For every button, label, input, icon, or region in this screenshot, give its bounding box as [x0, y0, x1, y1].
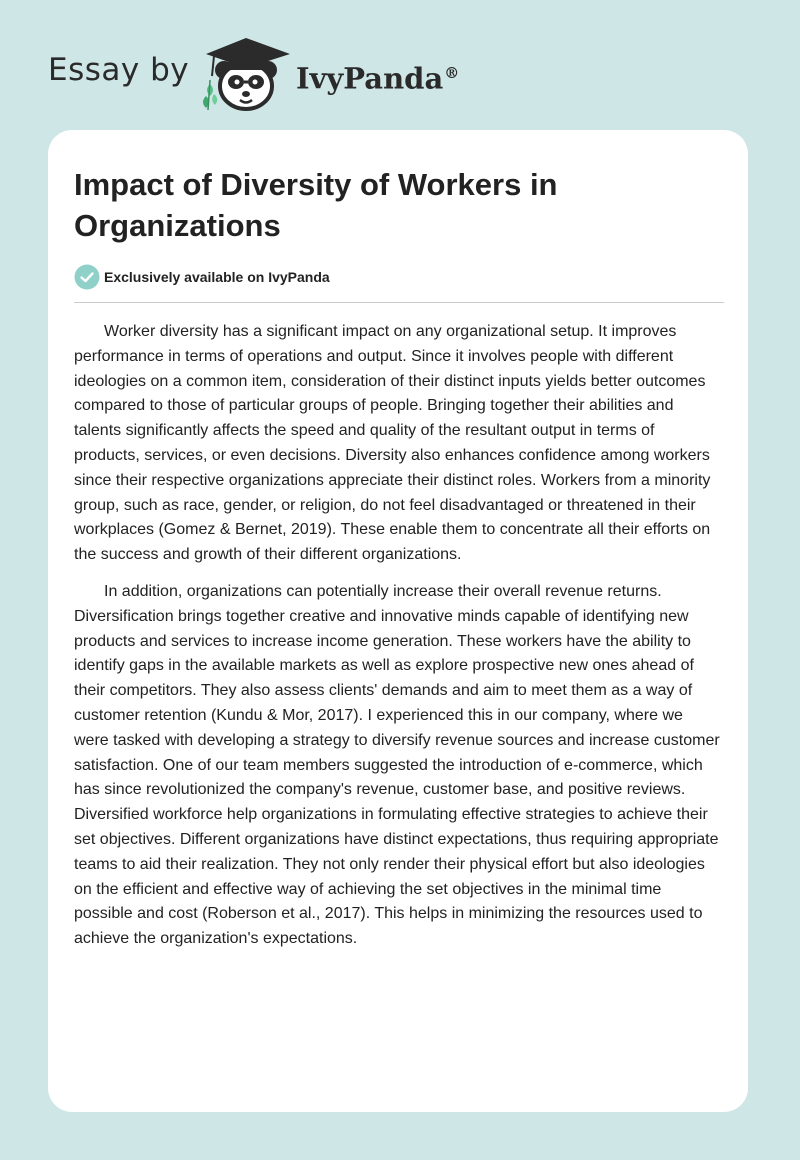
essay-paragraph: In addition, organizations can potentially increase their overall revenue returns. Diversification brings together creative and innovative minds capable of identifying new products and services to increase income generation. These workers have the ability to identify gaps in the available markets as well as explore prospective new ones ahead of their competitors. They also assess clients' demands and aim to meet them as a way of customer retention (Kundu & Mor, 2017). I experienced this in our company, where we were tasked with developing a strategy to diversify revenue sources and increase customer satisfaction. One of our team members suggested the introduction of e-commerce, which has since revolutionized the company's revenue, customer base, and positive reviews. Diversified workforce help organizations in formulating effective strategies to achieve their set objectives. Different organizations have distinct expectations, thus requiring appropriate teams to aid their realization. They not only render their physical effort but also ideologies on the efficient and effective way of achieving the set objectives in the minimal time possible and cost (Roberson et al., 2017). This helps in minimizing the resources used to achieve the organization's expectations. — [74, 582, 720, 948]
panda-graduation-cap-logo-icon — [200, 36, 292, 112]
essay-by-label: Essay by — [48, 52, 190, 88]
essay-body — [74, 320, 722, 964]
site-header — [0, 0, 800, 120]
essay-card — [48, 130, 748, 1112]
exclusive-badge-label: Exclusively available on IvyPanda — [104, 269, 330, 285]
page-title: Impact of Diversity of Workers in Organizations — [74, 167, 558, 243]
divider — [74, 302, 724, 303]
brand-name[interactable] — [296, 54, 459, 98]
exclusive-badge — [74, 264, 330, 290]
essay-paragraph: Worker diversity has a significant impact on any organizational setup. It improves performance in terms of operations and output. Since it involves people with different ideologies on a common item, consideration of their distinct inputs yields better outcomes compared to those of particular groups of people. Bringing together their abilities and talents significantly affects the speed and quality of the resultant output in terms of products, services, or even decisions. Diversity also enhances confidence among workers since their respective organizations appreciate their distinct roles. Workers from a minority group, such as race, gender, or religion, do not feel disadvantaged or threatened in their workplaces (Gomez & Bernet, 2019). These enable them to concentrate all their efforts on the success and growth of their different organizations. — [74, 323, 711, 564]
registered-mark: ® — [444, 64, 460, 82]
brand-text: IvyPanda — [296, 61, 444, 96]
check-circle-icon — [74, 264, 100, 290]
